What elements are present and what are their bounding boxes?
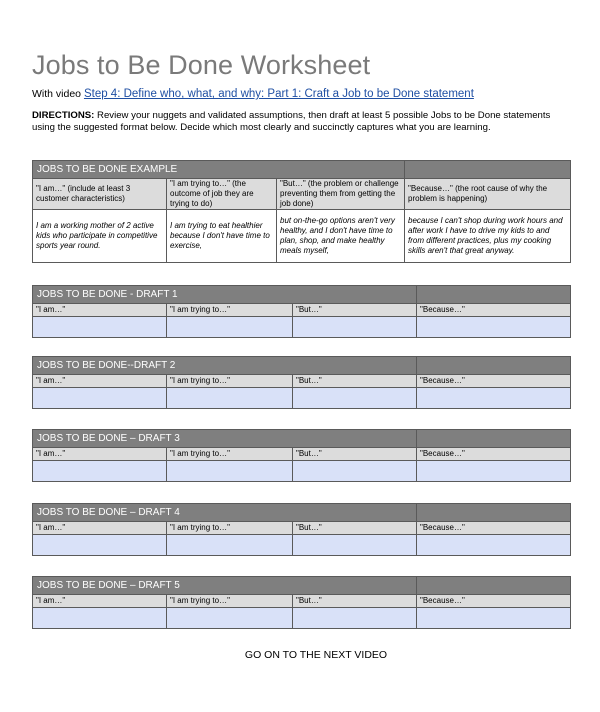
video-line	[32, 88, 474, 100]
example-value-i-am: I am a working mother of 2 active kids who participate in competitive sports year round.	[33, 210, 167, 263]
footer	[32, 649, 570, 661]
draft-table-4	[32, 503, 571, 556]
draft-2-input-i-am[interactable]	[33, 388, 167, 409]
example-label-row	[33, 179, 571, 210]
draft-2-input-trying[interactable]	[167, 388, 293, 409]
draft-1-input-trying[interactable]	[167, 317, 293, 338]
example-value-trying: I am trying to eat healthier because I don't have time to exercise,	[167, 210, 277, 263]
draft-5-label-but: "But…"	[293, 595, 417, 608]
video-prefix: With video	[32, 88, 82, 100]
draft-3-header: JOBS TO BE DONE – DRAFT 3	[33, 430, 417, 448]
draft-table-3	[32, 429, 571, 482]
draft-4-label-but: "But…"	[293, 522, 417, 535]
draft-4-label-i-am: "I am…"	[33, 522, 167, 535]
example-label-because: "Because…" (the root cause of why the problem is happening)	[405, 179, 571, 210]
draft-1-header-blank	[417, 286, 571, 304]
draft-1-input-because[interactable]	[417, 317, 571, 338]
example-value-but: but on-the-go options aren't very healthy, and I don't have time to plan, shop, and make healthy meals myself,	[277, 210, 405, 263]
draft-3-input-i-am[interactable]	[33, 461, 167, 482]
draft-3-input-because[interactable]	[417, 461, 571, 482]
example-label-but: "But…" (the problem or challenge preventing them from getting the job done)	[277, 179, 405, 210]
draft-1-input-i-am[interactable]	[33, 317, 167, 338]
draft-3-input-trying[interactable]	[167, 461, 293, 482]
draft-5-header-blank	[417, 577, 571, 595]
draft-5-input-trying[interactable]	[167, 608, 293, 629]
draft-2-input-because[interactable]	[417, 388, 571, 409]
example-table	[32, 160, 571, 263]
example-header: JOBS TO BE DONE EXAMPLE	[33, 161, 405, 179]
draft-2-label-but: "But…"	[293, 375, 417, 388]
draft-5-input-i-am[interactable]	[33, 608, 167, 629]
example-value-row	[33, 210, 571, 263]
draft-4-header: JOBS TO BE DONE – DRAFT 4	[33, 504, 417, 522]
draft-5-label-because: "Because…"	[417, 595, 571, 608]
draft-4-input-because[interactable]	[417, 535, 571, 556]
draft-2-label-trying: "I am trying to…"	[167, 375, 293, 388]
draft-1-label-i-am: "I am…"	[33, 304, 167, 317]
draft-5-input-but[interactable]	[293, 608, 417, 629]
draft-1-input-but[interactable]	[293, 317, 417, 338]
draft-2-label-i-am: "I am…"	[33, 375, 167, 388]
page-title: Jobs to Be Done Worksheet	[32, 50, 371, 80]
draft-3-input-but[interactable]	[293, 461, 417, 482]
draft-3-label-trying: "I am trying to…"	[167, 448, 293, 461]
draft-5-input-because[interactable]	[417, 608, 571, 629]
draft-3-header-blank	[417, 430, 571, 448]
draft-5-header: JOBS TO BE DONE – DRAFT 5	[33, 577, 417, 595]
draft-4-label-trying: "I am trying to…"	[167, 522, 293, 535]
draft-1-label-trying: "I am trying to…"	[167, 304, 293, 317]
draft-4-header-blank	[417, 504, 571, 522]
directions-text: Review your nuggets and validated assumptions, then draft at least 5 possible Jobs to be Done statements using the suggested format below. Decide which most clearly and succinctly captures what you are learning.	[32, 110, 551, 133]
draft-table-2	[32, 356, 571, 409]
draft-4-input-trying[interactable]	[167, 535, 293, 556]
draft-1-header: JOBS TO BE DONE - DRAFT 1	[33, 286, 417, 304]
draft-2-label-because: "Because…"	[417, 375, 571, 388]
draft-4-input-but[interactable]	[293, 535, 417, 556]
draft-3-label-because: "Because…"	[417, 448, 571, 461]
example-label-i-am: "I am…" (include at least 3 customer characteristics)	[33, 179, 167, 210]
draft-table-5	[32, 576, 571, 629]
draft-5-label-trying: "I am trying to…"	[167, 595, 293, 608]
draft-3-label-i-am: "I am…"	[33, 448, 167, 461]
video-link[interactable]: Step 4: Define who, what, and why: Part 1: Craft a Job to be Done statement	[83, 88, 474, 100]
draft-4-input-i-am[interactable]	[33, 535, 167, 556]
example-header-blank	[405, 161, 571, 179]
draft-2-input-but[interactable]	[293, 388, 417, 409]
draft-2-header-blank	[417, 357, 571, 375]
example-value-because: because I can't shop during work hours and after work I have to drive my kids to and from different practices, plus my cooking skills aren't that great anyway.	[405, 210, 571, 263]
draft-3-label-but: "But…"	[293, 448, 417, 461]
draft-5-label-i-am: "I am…"	[33, 595, 167, 608]
directions-label: DIRECTIONS:	[32, 110, 95, 121]
draft-1-label-but: "But…"	[293, 304, 417, 317]
draft-table-1	[32, 285, 571, 338]
example-header-row	[33, 161, 571, 179]
draft-2-header: JOBS TO BE DONE--DRAFT 2	[33, 357, 417, 375]
next-video-text: GO ON TO THE NEXT VIDEO	[244, 649, 388, 661]
example-label-trying: "I am trying to…" (the outcome of job they are trying to do)	[167, 179, 277, 210]
draft-1-label-because: "Because…"	[417, 304, 571, 317]
draft-4-label-because: "Because…"	[417, 522, 571, 535]
directions	[32, 110, 552, 134]
